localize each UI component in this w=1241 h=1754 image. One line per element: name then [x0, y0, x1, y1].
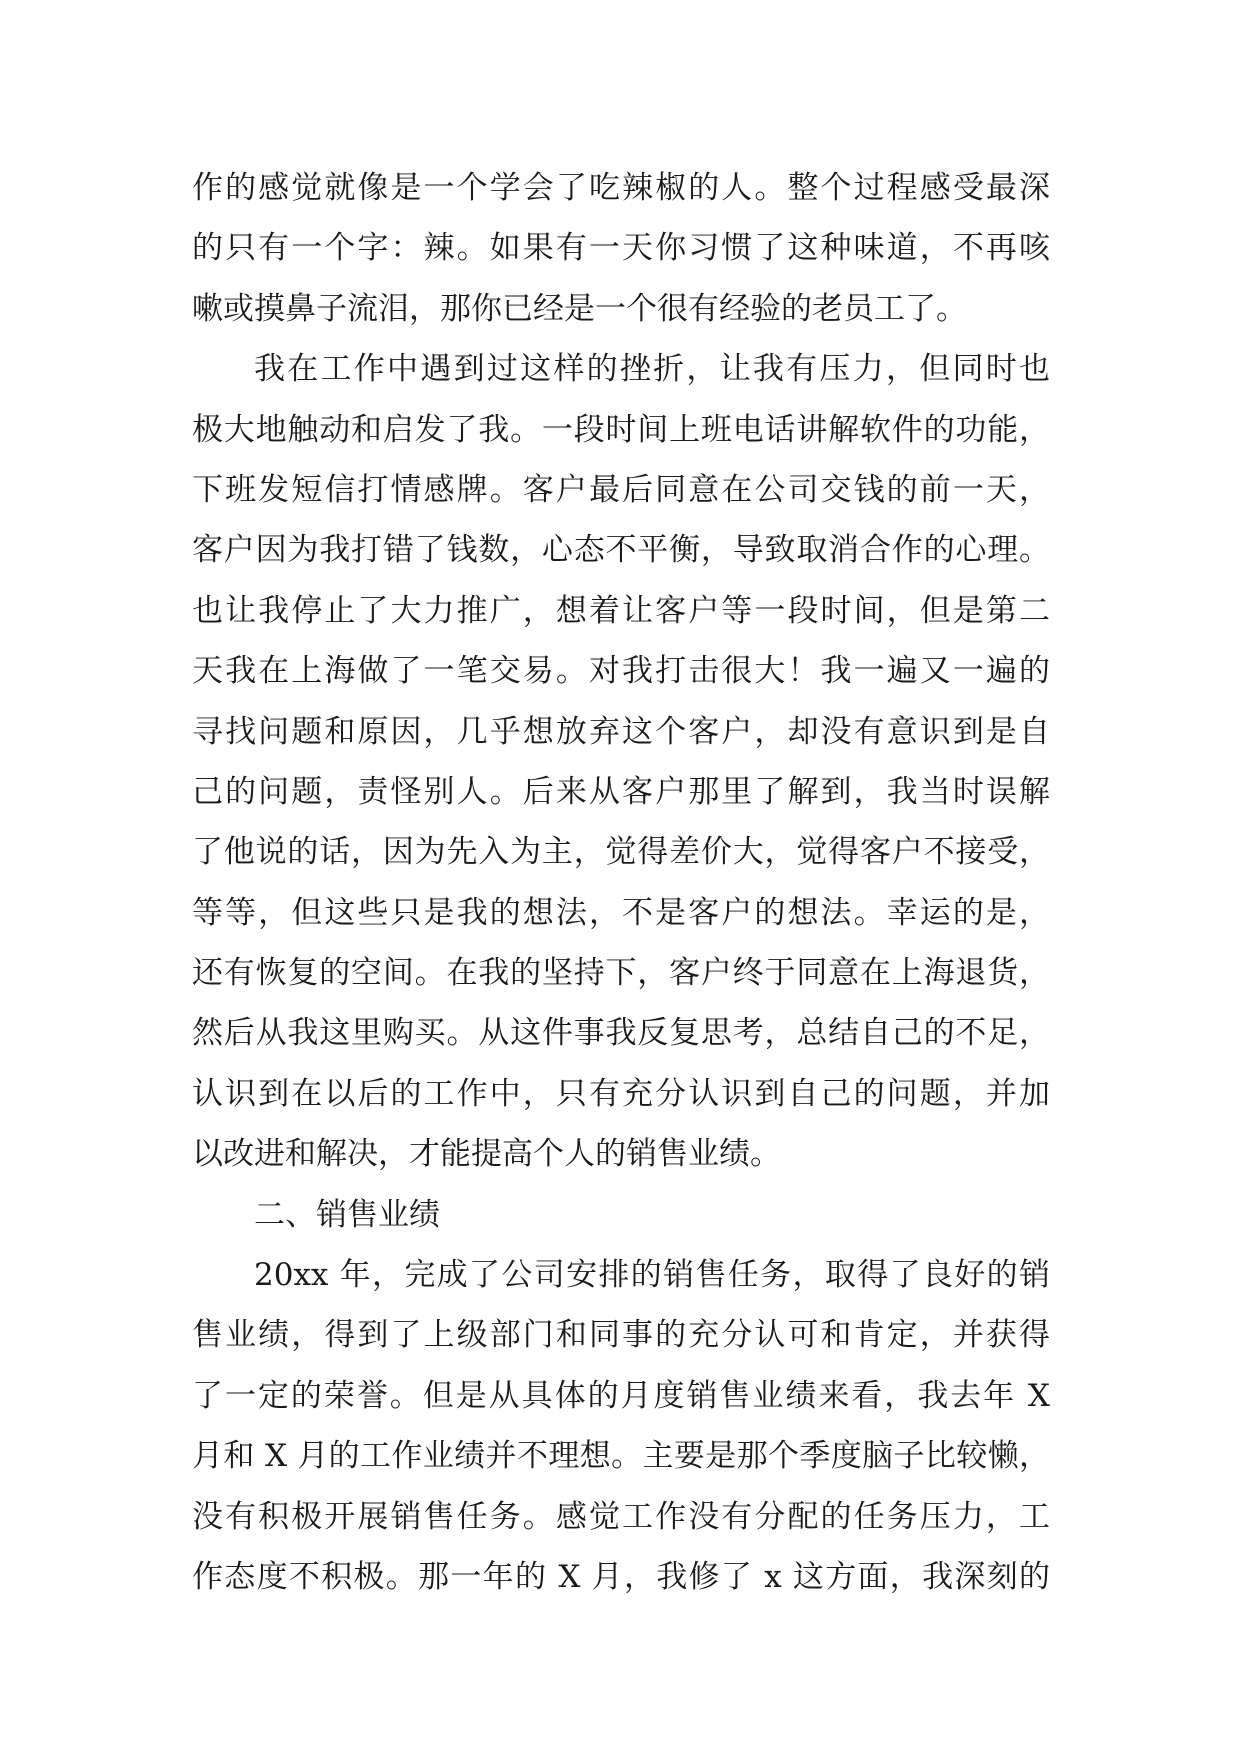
text-line: 等等，但这些只是我的想法，不是客户的想法。幸运的是， — [192, 894, 1050, 931]
text-line: 然后从我这里购买。从这件事我反复思考，总结自己的不足， — [192, 1015, 1050, 1052]
text-line: 寻找问题和原因，几乎想放弃这个客户，却没有意识到是自 — [192, 713, 1050, 750]
text-line: 天我在上海做了一笔交易。对我打击很大！我一遍又一遍的 — [192, 653, 1050, 690]
text-line: 作的感觉就像是一个学会了吃辣椒的人。整个过程感受最深 — [192, 170, 1050, 206]
text-line: 了他说的话，因为先入为主，觉得差价大，觉得客户不接受， — [192, 834, 1050, 871]
text-line: 己的问题，责怪别人。后来从客户那里了解到，我当时误解 — [192, 773, 1050, 810]
text-line: 月和 X 月的工作业绩并不理想。主要是那个季度脑子比较懒， — [192, 1438, 1050, 1475]
text-line: 售业绩，得到了上级部门和同事的充分认可和肯定，并获得 — [192, 1317, 1050, 1354]
text-line: 嗽或摸鼻子流泪，那你已经是一个很有经验的老员工了。 — [192, 290, 967, 327]
text-line: 没有积极开展销售任务。感觉工作没有分配的任务压力，工 — [192, 1498, 1050, 1535]
text-line: 客户因为我打错了钱数，心态不平衡，导致取消合作的心理。 — [192, 532, 1050, 569]
text-line: 作态度不积极。那一年的 X 月，我修了 x 这方面，我深刻的 — [192, 1558, 1050, 1595]
text-line: 还有恢复的空间。在我的坚持下，客户终于同意在上海退货， — [192, 955, 1050, 992]
text-line: 了一定的荣誉。但是从具体的月度销售业绩来看，我去年 X — [192, 1377, 1050, 1414]
text-line: 下班发短信打情感牌。客户最后同意在公司交钱的前一天， — [192, 471, 1050, 508]
body-text — [192, 158, 1050, 1607]
text-line: 极大地触动和启发了我。一段时间上班电话讲解软件的功能， — [192, 411, 1050, 448]
paragraph-first-line: 20xx 年，完成了公司安排的销售任务，取得了良好的销 — [254, 1257, 1050, 1294]
text-line: 的只有一个字：辣。如果有一天你习惯了这种味道，不再咳 — [192, 230, 1050, 267]
text-line: 认识到在以后的工作中，只有充分认识到自己的问题，并加 — [192, 1075, 1050, 1112]
paragraph-first-line: 我在工作中遇到过这样的挫折，让我有压力，但同时也 — [254, 351, 1050, 388]
section-heading: 二、销售业绩 — [254, 1196, 440, 1233]
text-line: 也让我停止了大力推广，想着让客户等一段时间，但是第二 — [192, 592, 1050, 629]
text-line: 以改进和解决，才能提高个人的销售业绩。 — [192, 1136, 781, 1173]
